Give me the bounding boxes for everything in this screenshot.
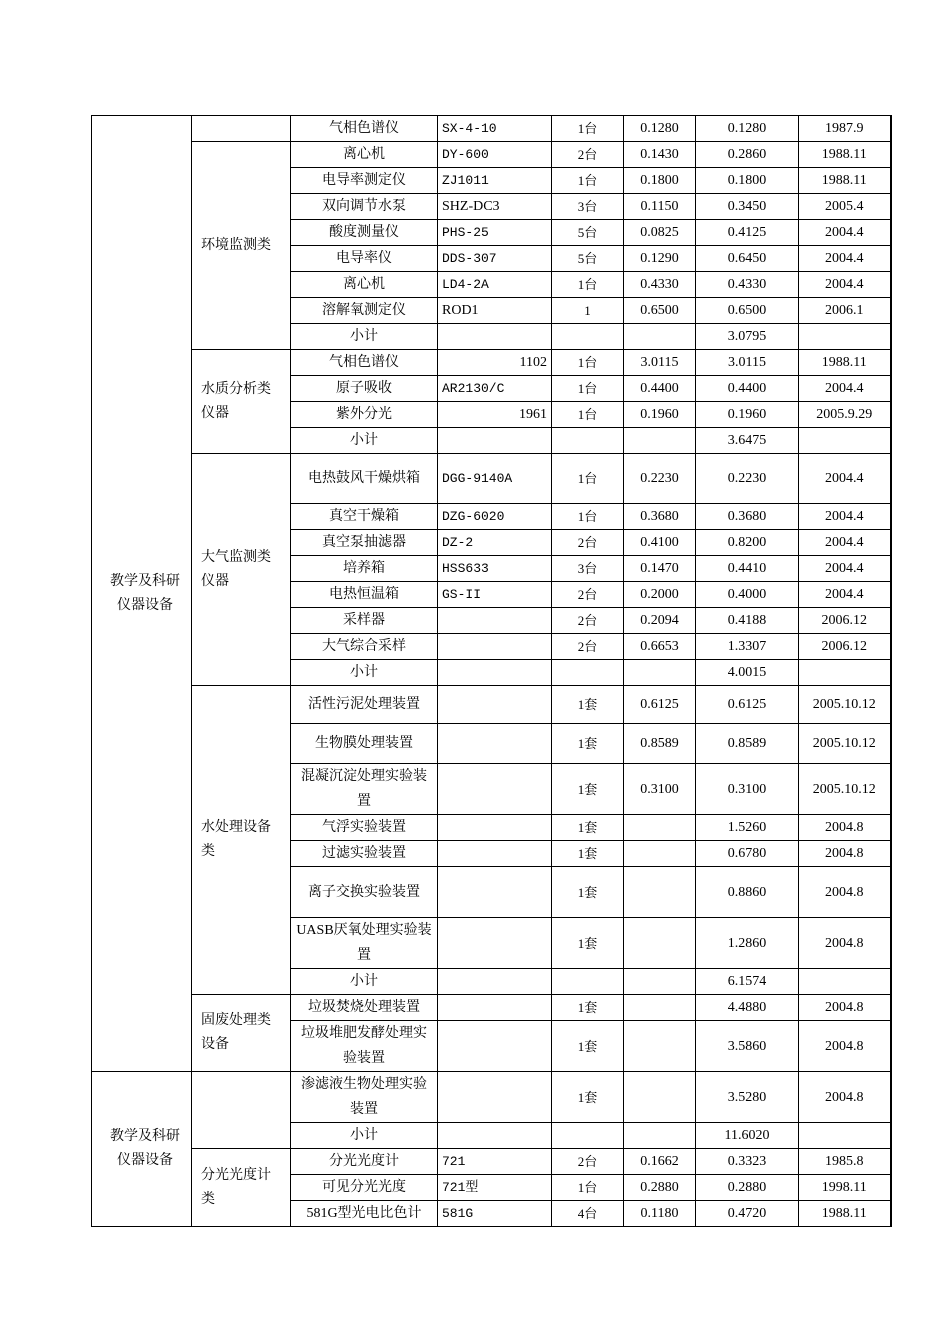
model-cell [438,969,552,995]
model-cell [438,686,552,724]
quantity-cell [552,969,624,995]
quantity-cell: 1台 [552,272,624,298]
unit-price-cell: 0.0825 [624,220,696,246]
equipment-name-cell: 电导率测定仪 [291,168,438,194]
total-price-cell: 0.4188 [696,608,799,634]
total-price-cell: 0.3323 [696,1149,799,1175]
total-price-cell: 1.3307 [696,634,799,660]
total-price-cell: 0.8860 [696,867,799,918]
model-cell [438,634,552,660]
total-price-cell: 1.2860 [696,918,799,969]
equipment-name-cell: 581G型光电比色计 [291,1201,438,1227]
quantity-cell: 1套 [552,918,624,969]
equipment-name-cell: 紫外分光 [291,402,438,428]
total-price-cell: 0.6500 [696,298,799,324]
equipment-name-cell: 离心机 [291,272,438,298]
purchase-date-cell: 1988.11 [799,350,891,376]
purchase-date-cell [799,324,891,350]
purchase-date-cell [799,660,891,686]
purchase-date-cell: 2004.4 [799,376,891,402]
purchase-date-cell: 2004.4 [799,504,891,530]
equipment-name-cell: 气浮实验装置 [291,815,438,841]
purchase-date-cell: 2005.4 [799,194,891,220]
category-cell: 教学及科研 仪器设备 [92,116,192,1072]
equipment-name-cell: 真空泵抽滤器 [291,530,438,556]
model-cell [438,608,552,634]
unit-price-cell: 0.6125 [624,686,696,724]
quantity-cell: 1套 [552,1072,624,1123]
unit-price-cell [624,1021,696,1072]
purchase-date-cell: 1988.11 [799,168,891,194]
equipment-name-cell: 小计 [291,969,438,995]
quantity-cell: 1套 [552,815,624,841]
unit-price-cell: 0.2880 [624,1175,696,1201]
model-cell: LD4-2A [438,272,552,298]
unit-price-cell [624,815,696,841]
table-row [92,686,891,724]
model-cell: DY-600 [438,142,552,168]
unit-price-cell: 0.1662 [624,1149,696,1175]
model-cell: SHZ-DC3 [438,194,552,220]
unit-price-cell: 0.2000 [624,582,696,608]
total-price-cell: 3.5280 [696,1072,799,1123]
equipment-name-cell: 小计 [291,324,438,350]
purchase-date-cell: 2004.4 [799,454,891,504]
unit-price-cell [624,867,696,918]
unit-price-cell: 0.6653 [624,634,696,660]
unit-price-cell: 0.8589 [624,724,696,764]
model-cell: 1102 [438,350,552,376]
unit-price-cell: 0.4400 [624,376,696,402]
total-price-cell: 3.0115 [696,350,799,376]
total-price-cell: 0.8589 [696,724,799,764]
unit-price-cell: 0.3680 [624,504,696,530]
model-cell: DZG-6020 [438,504,552,530]
unit-price-cell: 0.1280 [624,116,696,142]
quantity-cell: 1台 [552,402,624,428]
unit-price-cell: 0.1180 [624,1201,696,1227]
model-cell: ZJ1011 [438,168,552,194]
total-price-cell: 0.6450 [696,246,799,272]
unit-price-cell: 0.1430 [624,142,696,168]
total-price-cell: 0.2880 [696,1175,799,1201]
quantity-cell: 1套 [552,764,624,815]
quantity-cell: 1 [552,298,624,324]
model-cell [438,1021,552,1072]
table-row [92,350,891,376]
total-price-cell: 1.5260 [696,815,799,841]
equipment-name-cell: 活性污泥处理装置 [291,686,438,724]
model-cell [438,815,552,841]
equipment-name-cell: 培养箱 [291,556,438,582]
group-cell: 分光光度计 类 [192,1149,291,1227]
total-price-cell: 0.4720 [696,1201,799,1227]
purchase-date-cell: 2004.4 [799,582,891,608]
model-cell [438,1072,552,1123]
quantity-cell: 1套 [552,1021,624,1072]
quantity-cell: 2台 [552,1149,624,1175]
equipment-name-cell: 混凝沉淀处理实验装置 [291,764,438,815]
total-price-cell: 0.8200 [696,530,799,556]
unit-price-cell [624,918,696,969]
quantity-cell: 1台 [552,168,624,194]
purchase-date-cell: 2004.8 [799,995,891,1021]
equipment-name-cell: 生物膜处理装置 [291,724,438,764]
purchase-date-cell: 2005.10.12 [799,686,891,724]
total-price-cell: 0.6780 [696,841,799,867]
group-cell: 环境监测类 [192,142,291,350]
quantity-cell: 3台 [552,556,624,582]
equipment-name-cell: 溶解氧测定仪 [291,298,438,324]
equipment-name-cell: 酸度测量仪 [291,220,438,246]
unit-price-cell [624,969,696,995]
quantity-cell: 2台 [552,582,624,608]
quantity-cell [552,660,624,686]
unit-price-cell: 0.1960 [624,402,696,428]
model-cell: ROD1 [438,298,552,324]
total-price-cell: 0.2860 [696,142,799,168]
unit-price-cell: 0.4100 [624,530,696,556]
quantity-cell: 2台 [552,530,624,556]
total-price-cell: 3.0795 [696,324,799,350]
unit-price-cell [624,995,696,1021]
table-row [92,454,891,504]
quantity-cell [552,428,624,454]
group-cell: 大气监测类 仪器 [192,454,291,686]
purchase-date-cell: 2005.10.12 [799,724,891,764]
purchase-date-cell: 2006.12 [799,608,891,634]
model-cell [438,428,552,454]
total-price-cell: 4.4880 [696,995,799,1021]
quantity-cell: 3台 [552,194,624,220]
equipment-table [91,115,892,1227]
model-cell: DDS-307 [438,246,552,272]
model-cell: 1961 [438,402,552,428]
equipment-name-cell: 气相色谱仪 [291,116,438,142]
model-cell: 721 [438,1149,552,1175]
equipment-name-cell: 双向调节水泵 [291,194,438,220]
unit-price-cell [624,1072,696,1123]
total-price-cell: 0.2230 [696,454,799,504]
purchase-date-cell: 1987.9 [799,116,891,142]
total-price-cell: 0.4330 [696,272,799,298]
model-cell [438,918,552,969]
model-cell: 721型 [438,1175,552,1201]
quantity-cell: 1套 [552,867,624,918]
purchase-date-cell: 2005.9.29 [799,402,891,428]
model-cell: AR2130/C [438,376,552,402]
purchase-date-cell: 2004.4 [799,272,891,298]
group-cell: 水质分析类 仪器 [192,350,291,454]
total-price-cell: 3.6475 [696,428,799,454]
equipment-name-cell: 过滤实验装置 [291,841,438,867]
purchase-date-cell: 2004.8 [799,841,891,867]
equipment-name-cell: 采样器 [291,608,438,634]
quantity-cell: 1台 [552,350,624,376]
purchase-date-cell: 2004.8 [799,815,891,841]
unit-price-cell: 0.1470 [624,556,696,582]
unit-price-cell: 3.0115 [624,350,696,376]
quantity-cell: 2台 [552,634,624,660]
purchase-date-cell: 2004.4 [799,556,891,582]
purchase-date-cell: 2004.4 [799,530,891,556]
unit-price-cell [624,428,696,454]
table-row [92,1149,891,1175]
table-row [92,1072,891,1123]
equipment-name-cell: 分光光度计 [291,1149,438,1175]
quantity-cell: 5台 [552,246,624,272]
quantity-cell: 1套 [552,724,624,764]
purchase-date-cell [799,428,891,454]
total-price-cell: 11.6020 [696,1123,799,1149]
equipment-name-cell: 气相色谱仪 [291,350,438,376]
group-cell [192,116,291,142]
total-price-cell: 3.5860 [696,1021,799,1072]
quantity-cell: 2台 [552,608,624,634]
model-cell [438,724,552,764]
unit-price-cell: 0.2230 [624,454,696,504]
model-cell [438,867,552,918]
model-cell [438,324,552,350]
equipment-name-cell: 可见分光光度 [291,1175,438,1201]
unit-price-cell: 0.1800 [624,168,696,194]
total-price-cell: 0.3680 [696,504,799,530]
unit-price-cell [624,324,696,350]
model-cell: DGG-9140A [438,454,552,504]
model-cell: GS-II [438,582,552,608]
total-price-cell: 0.1960 [696,402,799,428]
equipment-name-cell: 垃圾堆肥发酵处理实验装置 [291,1021,438,1072]
equipment-name-cell: 电热恒温箱 [291,582,438,608]
purchase-date-cell: 1988.11 [799,142,891,168]
equipment-name-cell: 渗滤液生物处理实验装置 [291,1072,438,1123]
unit-price-cell [624,660,696,686]
purchase-date-cell: 2004.8 [799,867,891,918]
equipment-name-cell: 离子交换实验装置 [291,867,438,918]
model-cell: HSS633 [438,556,552,582]
purchase-date-cell [799,969,891,995]
model-cell [438,1123,552,1149]
total-price-cell: 0.4000 [696,582,799,608]
equipment-name-cell: 垃圾焚烧处理装置 [291,995,438,1021]
purchase-date-cell: 2004.4 [799,246,891,272]
equipment-table-body [92,116,891,1227]
equipment-name-cell: 真空干燥箱 [291,504,438,530]
quantity-cell [552,324,624,350]
equipment-name-cell: 小计 [291,1123,438,1149]
purchase-date-cell: 2004.8 [799,1072,891,1123]
quantity-cell: 1套 [552,995,624,1021]
unit-price-cell: 0.4330 [624,272,696,298]
equipment-name-cell: 原子吸收 [291,376,438,402]
total-price-cell: 0.1280 [696,116,799,142]
total-price-cell: 0.1800 [696,168,799,194]
quantity-cell: 5台 [552,220,624,246]
total-price-cell: 0.3100 [696,764,799,815]
unit-price-cell [624,841,696,867]
quantity-cell: 1套 [552,841,624,867]
quantity-cell: 1台 [552,454,624,504]
purchase-date-cell: 2006.12 [799,634,891,660]
unit-price-cell [624,1123,696,1149]
total-price-cell: 6.1574 [696,969,799,995]
purchase-date-cell: 2004.8 [799,1021,891,1072]
quantity-cell: 1台 [552,116,624,142]
total-price-cell: 0.3450 [696,194,799,220]
total-price-cell: 0.4400 [696,376,799,402]
purchase-date-cell: 2004.4 [799,220,891,246]
quantity-cell: 2台 [552,142,624,168]
purchase-date-cell: 2006.1 [799,298,891,324]
table-row [92,116,891,142]
purchase-date-cell: 2004.8 [799,918,891,969]
purchase-date-cell: 2005.10.12 [799,764,891,815]
purchase-date-cell: 1998.11 [799,1175,891,1201]
model-cell: 581G [438,1201,552,1227]
purchase-date-cell: 1985.8 [799,1149,891,1175]
unit-price-cell: 0.1150 [624,194,696,220]
unit-price-cell: 0.1290 [624,246,696,272]
group-cell: 水处理设备 类 [192,686,291,995]
total-price-cell: 0.4125 [696,220,799,246]
equipment-name-cell: UASB厌氧处理实验装置 [291,918,438,969]
total-price-cell: 0.4410 [696,556,799,582]
model-cell: SX-4-10 [438,116,552,142]
purchase-date-cell: 1988.11 [799,1201,891,1227]
unit-price-cell: 0.2094 [624,608,696,634]
quantity-cell: 1台 [552,504,624,530]
equipment-name-cell: 大气综合采样 [291,634,438,660]
total-price-cell: 0.6125 [696,686,799,724]
total-price-cell: 4.0015 [696,660,799,686]
quantity-cell: 4台 [552,1201,624,1227]
equipment-name-cell: 离心机 [291,142,438,168]
model-cell [438,764,552,815]
table-row [92,995,891,1021]
purchase-date-cell [799,1123,891,1149]
quantity-cell: 1套 [552,686,624,724]
model-cell [438,660,552,686]
equipment-name-cell: 电导率仪 [291,246,438,272]
unit-price-cell: 0.3100 [624,764,696,815]
equipment-name-cell: 小计 [291,660,438,686]
model-cell: PHS-25 [438,220,552,246]
equipment-name-cell: 电热鼓风干燥烘箱 [291,454,438,504]
category-cell: 教学及科研 仪器设备 [92,1072,192,1227]
unit-price-cell: 0.6500 [624,298,696,324]
quantity-cell: 1台 [552,1175,624,1201]
model-cell: DZ-2 [438,530,552,556]
model-cell [438,995,552,1021]
group-cell [192,1072,291,1149]
quantity-cell [552,1123,624,1149]
group-cell: 固废处理类 设备 [192,995,291,1072]
table-row [92,142,891,168]
quantity-cell: 1台 [552,376,624,402]
equipment-name-cell: 小计 [291,428,438,454]
model-cell [438,841,552,867]
